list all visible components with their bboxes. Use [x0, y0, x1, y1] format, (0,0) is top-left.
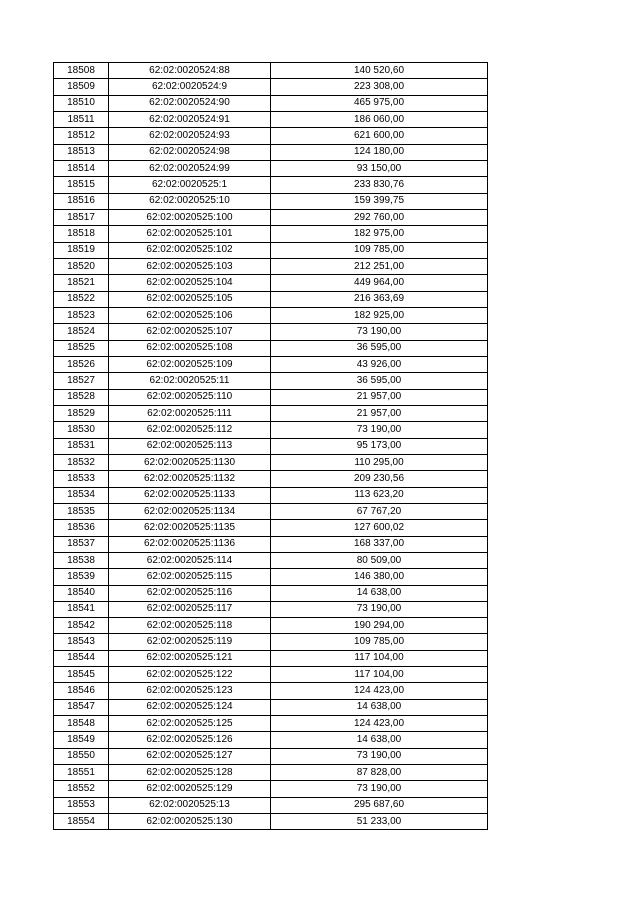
table-row — [54, 389, 488, 405]
cadastral-number-cell: 62:02:0020525:125 — [109, 716, 271, 732]
cadastral-value-cell: 80 509,00 — [271, 552, 488, 568]
cadastral-value-cell: 186 060,00 — [271, 111, 488, 127]
cadastral-number-cell: 62:02:0020525:108 — [109, 340, 271, 356]
cadastral-value-cell: 117 104,00 — [271, 667, 488, 683]
cadastral-number-cell: 62:02:0020524:88 — [109, 63, 271, 79]
cadastral-value-cell: 21 957,00 — [271, 389, 488, 405]
cadastral-value-cell: 113 623,20 — [271, 487, 488, 503]
cadastral-number-cell: 62:02:0020525:101 — [109, 226, 271, 242]
cadastral-value-cell: 51 233,00 — [271, 814, 488, 830]
table-row — [54, 667, 488, 683]
table-row — [54, 160, 488, 176]
cadastral-number-cell: 62:02:0020524:93 — [109, 128, 271, 144]
cadastral-value-cell: 73 190,00 — [271, 324, 488, 340]
cadastral-value-cell: 223 308,00 — [271, 79, 488, 95]
cadastral-number-cell: 62:02:0020525:128 — [109, 765, 271, 781]
cadastral-number-cell: 62:02:0020525:1133 — [109, 487, 271, 503]
cadastral-value-cell: 159 399,75 — [271, 193, 488, 209]
cadastral-number-cell: 62:02:0020525:1132 — [109, 471, 271, 487]
cadastral-value-cell: 190 294,00 — [271, 618, 488, 634]
cadastral-value-cell: 117 104,00 — [271, 650, 488, 666]
cadastral-number-cell: 62:02:0020525:112 — [109, 422, 271, 438]
row-number-cell: 18543 — [54, 634, 109, 650]
table-row — [54, 536, 488, 552]
row-number-cell: 18520 — [54, 258, 109, 274]
table-row — [54, 618, 488, 634]
cadastral-value-cell: 95 173,00 — [271, 438, 488, 454]
cadastral-number-cell: 62:02:0020525:110 — [109, 389, 271, 405]
cadastral-number-cell: 62:02:0020525:103 — [109, 258, 271, 274]
cadastral-value-cell: 14 638,00 — [271, 732, 488, 748]
row-number-cell: 18522 — [54, 291, 109, 307]
cadastral-number-cell: 62:02:0020525:114 — [109, 552, 271, 568]
cadastral-value-cell: 109 785,00 — [271, 634, 488, 650]
cadastral-number-cell: 62:02:0020525:13 — [109, 797, 271, 813]
cadastral-number-cell: 62:02:0020525:129 — [109, 781, 271, 797]
row-number-cell: 18513 — [54, 144, 109, 160]
cadastral-number-cell: 62:02:0020525:1130 — [109, 454, 271, 470]
table-row — [54, 111, 488, 127]
cadastral-number-cell: 62:02:0020525:127 — [109, 748, 271, 764]
table-row — [54, 650, 488, 666]
row-number-cell: 18552 — [54, 781, 109, 797]
table-row — [54, 128, 488, 144]
cadastral-value-table — [53, 62, 488, 830]
row-number-cell: 18526 — [54, 356, 109, 372]
row-number-cell: 18538 — [54, 552, 109, 568]
table-row — [54, 356, 488, 372]
cadastral-value-cell: 110 295,00 — [271, 454, 488, 470]
row-number-cell: 18539 — [54, 569, 109, 585]
cadastral-number-cell: 62:02:0020525:104 — [109, 275, 271, 291]
cadastral-value-cell: 124 180,00 — [271, 144, 488, 160]
cadastral-value-cell: 212 251,00 — [271, 258, 488, 274]
cadastral-number-cell: 62:02:0020524:99 — [109, 160, 271, 176]
cadastral-value-cell: 36 595,00 — [271, 340, 488, 356]
row-number-cell: 18551 — [54, 765, 109, 781]
table-row — [54, 242, 488, 258]
table-row — [54, 79, 488, 95]
row-number-cell: 18511 — [54, 111, 109, 127]
cadastral-number-cell: 62:02:0020525:117 — [109, 601, 271, 617]
cadastral-number-cell: 62:02:0020525:116 — [109, 585, 271, 601]
row-number-cell: 18546 — [54, 683, 109, 699]
table-row — [54, 226, 488, 242]
cadastral-value-cell: 87 828,00 — [271, 765, 488, 781]
cadastral-number-cell: 62:02:0020525:121 — [109, 650, 271, 666]
row-number-cell: 18536 — [54, 520, 109, 536]
row-number-cell: 18508 — [54, 63, 109, 79]
row-number-cell: 18542 — [54, 618, 109, 634]
table-row — [54, 193, 488, 209]
cadastral-value-cell: 93 150,00 — [271, 160, 488, 176]
cadastral-value-cell: 73 190,00 — [271, 748, 488, 764]
row-number-cell: 18525 — [54, 340, 109, 356]
table-row — [54, 324, 488, 340]
row-number-cell: 18540 — [54, 585, 109, 601]
cadastral-number-cell: 62:02:0020525:109 — [109, 356, 271, 372]
row-number-cell: 18532 — [54, 454, 109, 470]
cadastral-number-cell: 62:02:0020525:115 — [109, 569, 271, 585]
table-body — [54, 63, 488, 830]
row-number-cell: 18534 — [54, 487, 109, 503]
table-row — [54, 177, 488, 193]
cadastral-number-cell: 62:02:0020525:1136 — [109, 536, 271, 552]
table-row — [54, 797, 488, 813]
table-row — [54, 683, 488, 699]
cadastral-number-cell: 62:02:0020525:130 — [109, 814, 271, 830]
table-row — [54, 503, 488, 519]
row-number-cell: 18515 — [54, 177, 109, 193]
table-row — [54, 438, 488, 454]
table-row — [54, 520, 488, 536]
row-number-cell: 18523 — [54, 307, 109, 323]
table-row — [54, 716, 488, 732]
row-number-cell: 18517 — [54, 209, 109, 225]
cadastral-value-cell: 67 767,20 — [271, 503, 488, 519]
table-row — [54, 373, 488, 389]
row-number-cell: 18514 — [54, 160, 109, 176]
row-number-cell: 18528 — [54, 389, 109, 405]
cadastral-number-cell: 62:02:0020524:90 — [109, 95, 271, 111]
cadastral-number-cell: 62:02:0020525:124 — [109, 699, 271, 715]
table-row — [54, 552, 488, 568]
row-number-cell: 18530 — [54, 422, 109, 438]
table-row — [54, 275, 488, 291]
row-number-cell: 18510 — [54, 95, 109, 111]
row-number-cell: 18512 — [54, 128, 109, 144]
table-row — [54, 569, 488, 585]
cadastral-value-cell: 43 926,00 — [271, 356, 488, 372]
table-row — [54, 471, 488, 487]
cadastral-value-cell: 146 380,00 — [271, 569, 488, 585]
table-row — [54, 699, 488, 715]
row-number-cell: 18547 — [54, 699, 109, 715]
table-row — [54, 732, 488, 748]
cadastral-value-cell: 73 190,00 — [271, 601, 488, 617]
table-row — [54, 307, 488, 323]
cadastral-value-cell: 465 975,00 — [271, 95, 488, 111]
cadastral-value-cell: 233 830,76 — [271, 177, 488, 193]
row-number-cell: 18524 — [54, 324, 109, 340]
row-number-cell: 18521 — [54, 275, 109, 291]
row-number-cell: 18537 — [54, 536, 109, 552]
cadastral-value-cell: 109 785,00 — [271, 242, 488, 258]
cadastral-number-cell: 62:02:0020525:1135 — [109, 520, 271, 536]
cadastral-number-cell: 62:02:0020525:111 — [109, 405, 271, 421]
cadastral-number-cell: 62:02:0020525:123 — [109, 683, 271, 699]
cadastral-value-cell: 209 230,56 — [271, 471, 488, 487]
cadastral-value-cell: 295 687,60 — [271, 797, 488, 813]
cadastral-number-cell: 62:02:0020525:119 — [109, 634, 271, 650]
row-number-cell: 18516 — [54, 193, 109, 209]
cadastral-value-cell: 14 638,00 — [271, 585, 488, 601]
cadastral-value-cell: 73 190,00 — [271, 781, 488, 797]
table-row — [54, 454, 488, 470]
table-row — [54, 585, 488, 601]
row-number-cell: 18553 — [54, 797, 109, 813]
cadastral-number-cell: 62:02:0020525:100 — [109, 209, 271, 225]
row-number-cell: 18518 — [54, 226, 109, 242]
cadastral-number-cell: 62:02:0020525:106 — [109, 307, 271, 323]
row-number-cell: 18548 — [54, 716, 109, 732]
table-row — [54, 634, 488, 650]
table-row — [54, 63, 488, 79]
cadastral-value-cell: 621 600,00 — [271, 128, 488, 144]
cadastral-value-cell: 449 964,00 — [271, 275, 488, 291]
cadastral-value-cell: 216 363,69 — [271, 291, 488, 307]
cadastral-number-cell: 62:02:0020525:1134 — [109, 503, 271, 519]
row-number-cell: 18533 — [54, 471, 109, 487]
cadastral-value-cell: 73 190,00 — [271, 422, 488, 438]
table-row — [54, 95, 488, 111]
cadastral-number-cell: 62:02:0020525:107 — [109, 324, 271, 340]
cadastral-number-cell: 62:02:0020525:10 — [109, 193, 271, 209]
cadastral-value-cell: 36 595,00 — [271, 373, 488, 389]
cadastral-value-cell: 124 423,00 — [271, 716, 488, 732]
table-row — [54, 291, 488, 307]
row-number-cell: 18535 — [54, 503, 109, 519]
table-row — [54, 601, 488, 617]
table-row — [54, 422, 488, 438]
table-row — [54, 405, 488, 421]
cadastral-number-cell: 62:02:0020525:102 — [109, 242, 271, 258]
cadastral-number-cell: 62:02:0020525:1 — [109, 177, 271, 193]
table-row — [54, 748, 488, 764]
cadastral-number-cell: 62:02:0020525:11 — [109, 373, 271, 389]
table-row — [54, 765, 488, 781]
row-number-cell: 18549 — [54, 732, 109, 748]
table-row — [54, 258, 488, 274]
cadastral-value-cell: 127 600,02 — [271, 520, 488, 536]
row-number-cell: 18527 — [54, 373, 109, 389]
table-row — [54, 340, 488, 356]
cadastral-value-cell: 182 975,00 — [271, 226, 488, 242]
cadastral-value-cell: 124 423,00 — [271, 683, 488, 699]
table-row — [54, 781, 488, 797]
row-number-cell: 18529 — [54, 405, 109, 421]
row-number-cell: 18541 — [54, 601, 109, 617]
cadastral-number-cell: 62:02:0020525:126 — [109, 732, 271, 748]
row-number-cell: 18550 — [54, 748, 109, 764]
row-number-cell: 18545 — [54, 667, 109, 683]
cadastral-number-cell: 62:02:0020525:118 — [109, 618, 271, 634]
cadastral-number-cell: 62:02:0020525:113 — [109, 438, 271, 454]
cadastral-value-cell: 14 638,00 — [271, 699, 488, 715]
table-row — [54, 209, 488, 225]
cadastral-value-cell: 182 925,00 — [271, 307, 488, 323]
cadastral-value-cell: 21 957,00 — [271, 405, 488, 421]
cadastral-value-cell: 168 337,00 — [271, 536, 488, 552]
table-row — [54, 814, 488, 830]
cadastral-number-cell: 62:02:0020525:122 — [109, 667, 271, 683]
table-row — [54, 144, 488, 160]
row-number-cell: 18509 — [54, 79, 109, 95]
cadastral-number-cell: 62:02:0020525:105 — [109, 291, 271, 307]
row-number-cell: 18531 — [54, 438, 109, 454]
cadastral-number-cell: 62:02:0020524:91 — [109, 111, 271, 127]
row-number-cell: 18554 — [54, 814, 109, 830]
cadastral-value-cell: 140 520,60 — [271, 63, 488, 79]
row-number-cell: 18519 — [54, 242, 109, 258]
cadastral-number-cell: 62:02:0020524:98 — [109, 144, 271, 160]
table-row — [54, 487, 488, 503]
cadastral-number-cell: 62:02:0020524:9 — [109, 79, 271, 95]
cadastral-value-cell: 292 760,00 — [271, 209, 488, 225]
row-number-cell: 18544 — [54, 650, 109, 666]
